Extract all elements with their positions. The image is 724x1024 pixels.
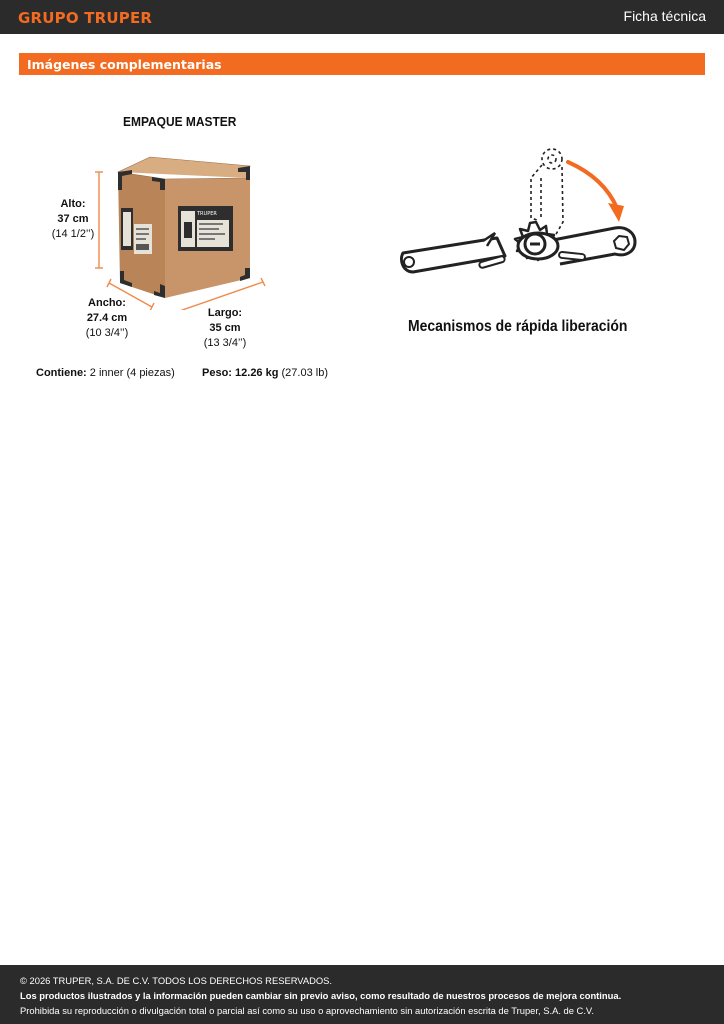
rotation-arrow-icon <box>608 203 624 222</box>
weight-info <box>202 367 328 379</box>
footer <box>0 965 724 1024</box>
footer-notice: Los productos ilustrados y la información pueden cambiar sin previo aviso, como resultado de nuestros procesos de mejora continua. <box>20 990 622 1001</box>
largo-imperial: (13 3/4’’) <box>203 337 247 349</box>
footer-prohibition: Prohibida su reproducción o divulgación total o parcial así como su uso o aprovechamiento sin autorización escrita de Truper, S.A. de C.V. <box>20 1005 594 1016</box>
mechanism-caption: Mecanismos de rápida liberación <box>408 318 628 335</box>
ancho-metric: 27.4 cm <box>86 312 128 324</box>
weight-label: Peso: <box>202 367 232 379</box>
contents-value: 2 inner (4 piezas) <box>86 367 175 379</box>
alto-imperial: (14 1/2’’) <box>51 228 95 240</box>
dimension-largo <box>196 306 254 351</box>
ancho-imperial: (10 3/4’’) <box>85 327 129 339</box>
quick-release-mechanism-illustration <box>395 140 645 285</box>
contents-info <box>36 367 175 379</box>
ratchet-gear-icon <box>515 222 558 260</box>
ancho-label: Ancho: <box>88 297 126 309</box>
dimension-alto <box>44 197 102 242</box>
footer-copyright: © 2026 TRUPER, S.A. DE C.V. TODOS LOS DERECHOS RESERVADOS. <box>20 975 333 986</box>
weight-imperial: (27.03 lb) <box>278 367 328 379</box>
section-title: Imágenes complementarias <box>27 57 222 72</box>
alto-label: Alto: <box>60 198 86 210</box>
alto-metric: 37 cm <box>57 213 89 225</box>
largo-label: Largo: <box>207 307 243 319</box>
section-header <box>19 53 705 75</box>
top-header-bar <box>0 0 724 34</box>
weight-metric: 12.26 kg <box>231 367 279 379</box>
document-type-label: Ficha técnica <box>623 8 706 24</box>
master-box-illustration <box>90 150 280 310</box>
box-brand-text: TRUPER <box>197 211 217 217</box>
packaging-title: EMPAQUE MASTER <box>123 114 237 129</box>
dimension-ancho <box>78 296 136 341</box>
contents-label: Contiene: <box>36 367 87 379</box>
largo-metric: 35 cm <box>209 322 241 334</box>
brand-logo: GRUPO TRUPER <box>18 9 153 27</box>
